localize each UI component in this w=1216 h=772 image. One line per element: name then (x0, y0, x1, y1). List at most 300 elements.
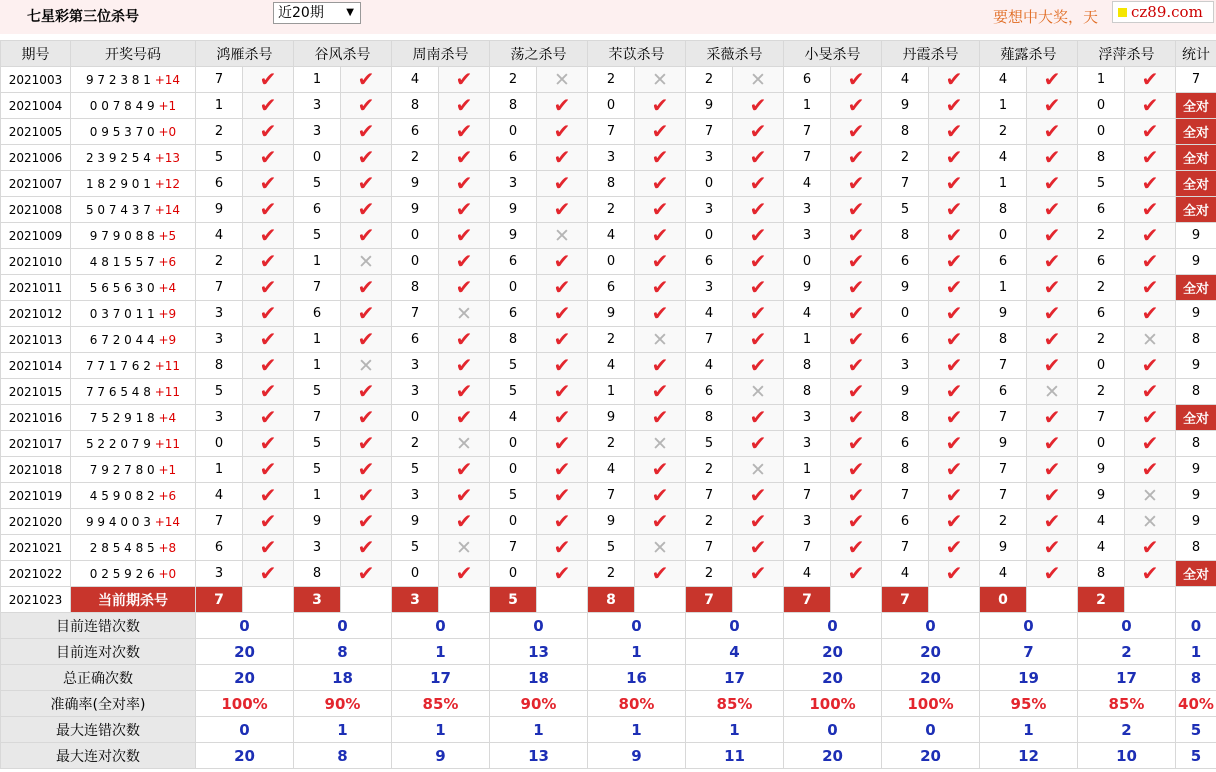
kill-number: 0 (490, 457, 537, 483)
cross-icon: ✕ (652, 432, 668, 455)
table-row (1, 145, 1216, 171)
result-mark (929, 327, 980, 353)
summary-stat: 5 (1176, 743, 1216, 769)
result-mark (341, 327, 392, 353)
result-mark (439, 483, 490, 509)
current-stat-empty (1176, 587, 1216, 613)
check-icon: ✔ (455, 197, 473, 221)
kill-number: 1 (294, 353, 341, 379)
check-icon: ✔ (945, 535, 963, 559)
logo-square-icon (1118, 8, 1127, 17)
check-icon: ✔ (945, 327, 963, 351)
result-mark (439, 509, 490, 535)
issue-cell: 2021014 (1, 353, 71, 379)
check-icon: ✔ (945, 171, 963, 195)
kill-number: 4 (980, 67, 1027, 93)
result-mark (831, 145, 882, 171)
result-mark (831, 301, 882, 327)
page-title: 七星彩第三位杀号 (27, 9, 139, 25)
kill-number: 0 (490, 561, 537, 587)
check-icon: ✔ (847, 171, 865, 195)
check-icon: ✔ (357, 223, 375, 247)
kill-number: 2 (588, 561, 635, 587)
summary-value: 90% (490, 691, 588, 717)
check-icon: ✔ (357, 327, 375, 351)
check-icon: ✔ (749, 119, 767, 143)
check-icon: ✔ (553, 509, 571, 533)
stat-cell: 9 (1176, 457, 1216, 483)
chevron-down-icon: ▼ (346, 7, 354, 18)
check-icon: ✔ (553, 483, 571, 507)
result-mark (341, 431, 392, 457)
summary-value: 0 (196, 717, 294, 743)
header-expert-2[interactable]: 谷风杀号 (294, 41, 392, 67)
summary-value: 18 (490, 665, 588, 691)
kill-number: 3 (784, 431, 831, 457)
kill-number: 9 (1078, 457, 1125, 483)
kill-number: 4 (392, 67, 439, 93)
result-mark (1125, 301, 1176, 327)
result-mark (439, 327, 490, 353)
check-icon: ✔ (945, 197, 963, 221)
check-icon: ✔ (1043, 301, 1061, 325)
kill-number: 1 (294, 67, 341, 93)
result-mark (831, 327, 882, 353)
result-mark (929, 145, 980, 171)
draw-sum: +1 (158, 462, 177, 477)
header-row (1, 41, 1216, 67)
result-mark (439, 431, 490, 457)
kill-number: 2 (490, 67, 537, 93)
result-mark (537, 119, 588, 145)
result-mark (733, 535, 784, 561)
period-select-value: 近20期 (278, 5, 324, 21)
kill-number: 3 (686, 197, 733, 223)
cross-icon: ✕ (652, 328, 668, 351)
result-mark (341, 353, 392, 379)
draw-sum: +0 (158, 566, 177, 581)
cross-icon: ✕ (1142, 510, 1158, 533)
kill-number: 2 (686, 67, 733, 93)
result-mark (439, 535, 490, 561)
check-icon: ✔ (1043, 197, 1061, 221)
kill-number: 3 (490, 171, 537, 197)
result-mark (733, 223, 784, 249)
kill-number: 2 (980, 509, 1027, 535)
result-mark (341, 197, 392, 223)
check-icon: ✔ (553, 379, 571, 403)
result-mark (733, 249, 784, 275)
result-mark (341, 457, 392, 483)
table-row (1, 327, 1216, 353)
kill-number: 0 (392, 405, 439, 431)
check-icon: ✔ (357, 93, 375, 117)
check-icon: ✔ (1043, 119, 1061, 143)
current-kill-number: 7 (686, 587, 733, 613)
kill-number: 5 (196, 379, 243, 405)
summary-value: 13 (490, 639, 588, 665)
check-icon: ✔ (553, 353, 571, 377)
result-mark (243, 561, 294, 587)
cross-icon: ✕ (456, 536, 472, 559)
kill-number: 6 (1078, 249, 1125, 275)
check-icon: ✔ (847, 67, 865, 91)
result-mark (733, 431, 784, 457)
kill-number: 8 (490, 327, 537, 353)
result-mark (635, 93, 686, 119)
kill-number: 6 (882, 249, 929, 275)
summary-value: 0 (392, 613, 490, 639)
period-select[interactable] (273, 2, 361, 24)
kill-number: 0 (1078, 119, 1125, 145)
result-mark (1125, 483, 1176, 509)
draw-sum: +11 (154, 436, 181, 451)
result-mark (341, 67, 392, 93)
kill-number: 8 (882, 223, 929, 249)
summary-value: 9 (588, 743, 686, 769)
check-icon: ✔ (455, 275, 473, 299)
kill-number: 4 (196, 223, 243, 249)
check-icon: ✔ (651, 171, 669, 195)
kill-number: 2 (588, 431, 635, 457)
site-logo[interactable] (1112, 1, 1214, 23)
summary-row (1, 665, 1216, 691)
result-mark (635, 405, 686, 431)
check-icon: ✔ (1141, 431, 1159, 455)
result-mark (537, 483, 588, 509)
kill-number: 6 (882, 509, 929, 535)
stat-cell: 7 (1176, 67, 1216, 93)
kill-number: 4 (882, 561, 929, 587)
summary-value: 0 (196, 613, 294, 639)
check-icon: ✔ (1043, 405, 1061, 429)
summary-row (1, 613, 1216, 639)
result-mark (831, 379, 882, 405)
result-mark (537, 509, 588, 535)
result-mark (537, 197, 588, 223)
all-correct-badge: 全对 (1176, 275, 1216, 301)
check-icon: ✔ (357, 275, 375, 299)
kill-number: 7 (588, 119, 635, 145)
check-icon: ✔ (553, 431, 571, 455)
kill-number: 6 (588, 275, 635, 301)
check-icon: ✔ (357, 431, 375, 455)
kill-number-table (0, 40, 1216, 769)
summary-value: 85% (686, 691, 784, 717)
result-mark (537, 145, 588, 171)
result-mark (1125, 275, 1176, 301)
header-expert-3[interactable]: 周南杀号 (392, 41, 490, 67)
kill-number: 1 (196, 93, 243, 119)
kill-number: 8 (1078, 561, 1125, 587)
draw-sum: +9 (158, 306, 177, 321)
result-mark (831, 509, 882, 535)
current-label: 当前期杀号 (71, 587, 196, 613)
kill-number: 4 (490, 405, 537, 431)
result-mark (1125, 145, 1176, 171)
table-row (1, 249, 1216, 275)
kill-number: 9 (784, 275, 831, 301)
summary-value: 10 (1078, 743, 1176, 769)
kill-number: 5 (392, 457, 439, 483)
summary-row (1, 717, 1216, 743)
result-mark (243, 301, 294, 327)
result-mark (439, 119, 490, 145)
check-icon: ✔ (553, 145, 571, 169)
cross-icon: ✕ (358, 250, 374, 273)
issue-cell: 2021018 (1, 457, 71, 483)
header-expert-5[interactable]: 芣苡杀号 (588, 41, 686, 67)
result-mark (537, 353, 588, 379)
kill-number: 5 (588, 535, 635, 561)
issue-cell: 2021020 (1, 509, 71, 535)
check-icon: ✔ (357, 405, 375, 429)
kill-number: 0 (392, 561, 439, 587)
kill-number: 7 (294, 405, 341, 431)
kill-number: 9 (980, 535, 1027, 561)
kill-number: 2 (196, 119, 243, 145)
check-icon: ✔ (357, 301, 375, 325)
result-mark (341, 145, 392, 171)
kill-number: 0 (490, 431, 537, 457)
kill-number: 7 (980, 483, 1027, 509)
check-icon: ✔ (1141, 119, 1159, 143)
check-icon: ✔ (357, 171, 375, 195)
kill-number: 7 (490, 535, 537, 561)
result-mark (733, 483, 784, 509)
kill-number: 2 (1078, 275, 1125, 301)
issue-cell: 2021004 (1, 93, 71, 119)
header-expert-1[interactable]: 鸿雁杀号 (196, 41, 294, 67)
draw-numbers: 0 0 7 8 4 9 (89, 98, 159, 113)
kill-number: 7 (784, 145, 831, 171)
all-correct-badge: 全对 (1176, 197, 1216, 223)
result-mark (733, 145, 784, 171)
kill-number: 3 (784, 197, 831, 223)
kill-number: 0 (1078, 93, 1125, 119)
check-icon: ✔ (749, 353, 767, 377)
kill-number: 8 (686, 405, 733, 431)
header-expert-9[interactable]: 薤露杀号 (980, 41, 1078, 67)
result-mark (733, 509, 784, 535)
result-mark (243, 93, 294, 119)
cross-icon: ✕ (750, 68, 766, 91)
stat-cell: 8 (1176, 327, 1216, 353)
current-kill-number: 3 (294, 587, 341, 613)
summary-row (1, 691, 1216, 717)
kill-number: 3 (196, 405, 243, 431)
kill-number: 3 (588, 145, 635, 171)
summary-value: 9 (392, 743, 490, 769)
issue-cell: 2021009 (1, 223, 71, 249)
summary-value: 20 (196, 639, 294, 665)
summary-value: 16 (588, 665, 686, 691)
check-icon: ✔ (847, 145, 865, 169)
kill-number: 3 (294, 119, 341, 145)
result-mark (439, 223, 490, 249)
kill-number: 5 (294, 379, 341, 405)
result-mark (341, 405, 392, 431)
draw-cell (71, 249, 196, 275)
summary-value: 0 (784, 717, 882, 743)
kill-number: 1 (784, 93, 831, 119)
summary-value: 0 (882, 613, 980, 639)
result-mark (929, 457, 980, 483)
issue-cell: 2021019 (1, 483, 71, 509)
result-mark (1125, 431, 1176, 457)
kill-number: 7 (686, 535, 733, 561)
kill-number: 7 (686, 119, 733, 145)
header-expert-7[interactable]: 小旻杀号 (784, 41, 882, 67)
cross-icon: ✕ (554, 68, 570, 91)
summary-value: 0 (294, 613, 392, 639)
kill-number: 0 (490, 509, 537, 535)
kill-number: 0 (392, 223, 439, 249)
kill-number: 0 (980, 223, 1027, 249)
kill-number: 1 (1078, 67, 1125, 93)
summary-value: 20 (882, 639, 980, 665)
kill-number: 3 (196, 327, 243, 353)
kill-number: 0 (686, 223, 733, 249)
result-mark (439, 379, 490, 405)
current-issue: 2021023 (1, 587, 71, 613)
draw-cell (71, 379, 196, 405)
check-icon: ✔ (847, 431, 865, 455)
kill-number: 8 (588, 171, 635, 197)
check-icon: ✔ (1141, 561, 1159, 585)
check-icon: ✔ (651, 145, 669, 169)
kill-number: 3 (392, 353, 439, 379)
table-row (1, 457, 1216, 483)
check-icon: ✔ (455, 223, 473, 247)
result-mark (635, 223, 686, 249)
draw-cell (71, 353, 196, 379)
header-expert-4[interactable]: 荡之杀号 (490, 41, 588, 67)
kill-number: 6 (1078, 301, 1125, 327)
kill-number: 3 (784, 223, 831, 249)
kill-number: 7 (686, 327, 733, 353)
kill-number: 6 (686, 249, 733, 275)
result-mark (635, 119, 686, 145)
result-mark (243, 483, 294, 509)
check-icon: ✔ (945, 275, 963, 299)
draw-numbers: 5 2 2 0 7 9 (85, 436, 155, 451)
kill-number: 7 (294, 275, 341, 301)
draw-cell (71, 457, 196, 483)
check-icon: ✔ (553, 327, 571, 351)
result-mark (243, 249, 294, 275)
result-mark (831, 197, 882, 223)
result-mark (439, 353, 490, 379)
check-icon: ✔ (1141, 379, 1159, 403)
result-mark (439, 405, 490, 431)
result-mark (831, 405, 882, 431)
check-icon: ✔ (455, 509, 473, 533)
kill-number: 2 (392, 431, 439, 457)
summary-value: 4 (686, 639, 784, 665)
kill-number: 1 (980, 93, 1027, 119)
check-icon: ✔ (847, 249, 865, 273)
summary-value: 100% (784, 691, 882, 717)
summary-value: 20 (196, 665, 294, 691)
draw-sum: +11 (154, 358, 181, 373)
check-icon: ✔ (553, 119, 571, 143)
check-icon: ✔ (259, 327, 277, 351)
issue-cell: 2021008 (1, 197, 71, 223)
draw-numbers: 0 2 5 9 2 6 (89, 566, 159, 581)
kill-number: 3 (392, 483, 439, 509)
result-mark (929, 119, 980, 145)
check-icon: ✔ (847, 457, 865, 481)
check-icon: ✔ (553, 197, 571, 221)
current-kill-number: 7 (882, 587, 929, 613)
summary-label: 总正确次数 (1, 665, 196, 691)
check-icon: ✔ (749, 197, 767, 221)
check-icon: ✔ (651, 223, 669, 247)
check-icon: ✔ (455, 405, 473, 429)
all-correct-badge: 全对 (1176, 561, 1216, 587)
current-empty-cell (929, 587, 980, 613)
check-icon: ✔ (651, 301, 669, 325)
all-correct-badge: 全对 (1176, 171, 1216, 197)
kill-number: 7 (1078, 405, 1125, 431)
result-mark (635, 561, 686, 587)
current-empty-cell (733, 587, 784, 613)
header-expert-6[interactable]: 采薇杀号 (686, 41, 784, 67)
header-expert-8[interactable]: 丹霞杀号 (882, 41, 980, 67)
result-mark (243, 353, 294, 379)
check-icon: ✔ (1141, 405, 1159, 429)
draw-sum: +1 (158, 98, 177, 113)
check-icon: ✔ (357, 67, 375, 91)
kill-number: 4 (686, 353, 733, 379)
summary-value: 13 (490, 743, 588, 769)
kill-number: 5 (392, 535, 439, 561)
result-mark (635, 509, 686, 535)
result-mark (733, 327, 784, 353)
check-icon: ✔ (357, 483, 375, 507)
issue-cell: 2021006 (1, 145, 71, 171)
current-empty-cell (635, 587, 686, 613)
result-mark (1027, 405, 1078, 431)
result-mark (929, 197, 980, 223)
header-expert-10[interactable]: 浮萍杀号 (1078, 41, 1176, 67)
kill-number: 7 (882, 483, 929, 509)
kill-number: 9 (294, 509, 341, 535)
kill-number: 7 (980, 353, 1027, 379)
result-mark (1125, 457, 1176, 483)
check-icon: ✔ (455, 457, 473, 481)
kill-number: 0 (588, 249, 635, 275)
marquee-text: 要想中大奖，天 (993, 8, 1099, 26)
draw-numbers: 4 8 1 5 5 7 (89, 254, 159, 269)
kill-number: 9 (882, 93, 929, 119)
kill-number: 9 (980, 431, 1027, 457)
summary-value: 20 (784, 743, 882, 769)
kill-number: 6 (392, 327, 439, 353)
result-mark (635, 535, 686, 561)
kill-number: 3 (196, 561, 243, 587)
check-icon: ✔ (1043, 483, 1061, 507)
kill-number: 7 (784, 483, 831, 509)
check-icon: ✔ (455, 119, 473, 143)
kill-number: 0 (490, 275, 537, 301)
summary-stat: 8 (1176, 665, 1216, 691)
check-icon: ✔ (847, 353, 865, 377)
kill-number: 0 (588, 93, 635, 119)
kill-number: 4 (588, 353, 635, 379)
stat-cell: 8 (1176, 535, 1216, 561)
